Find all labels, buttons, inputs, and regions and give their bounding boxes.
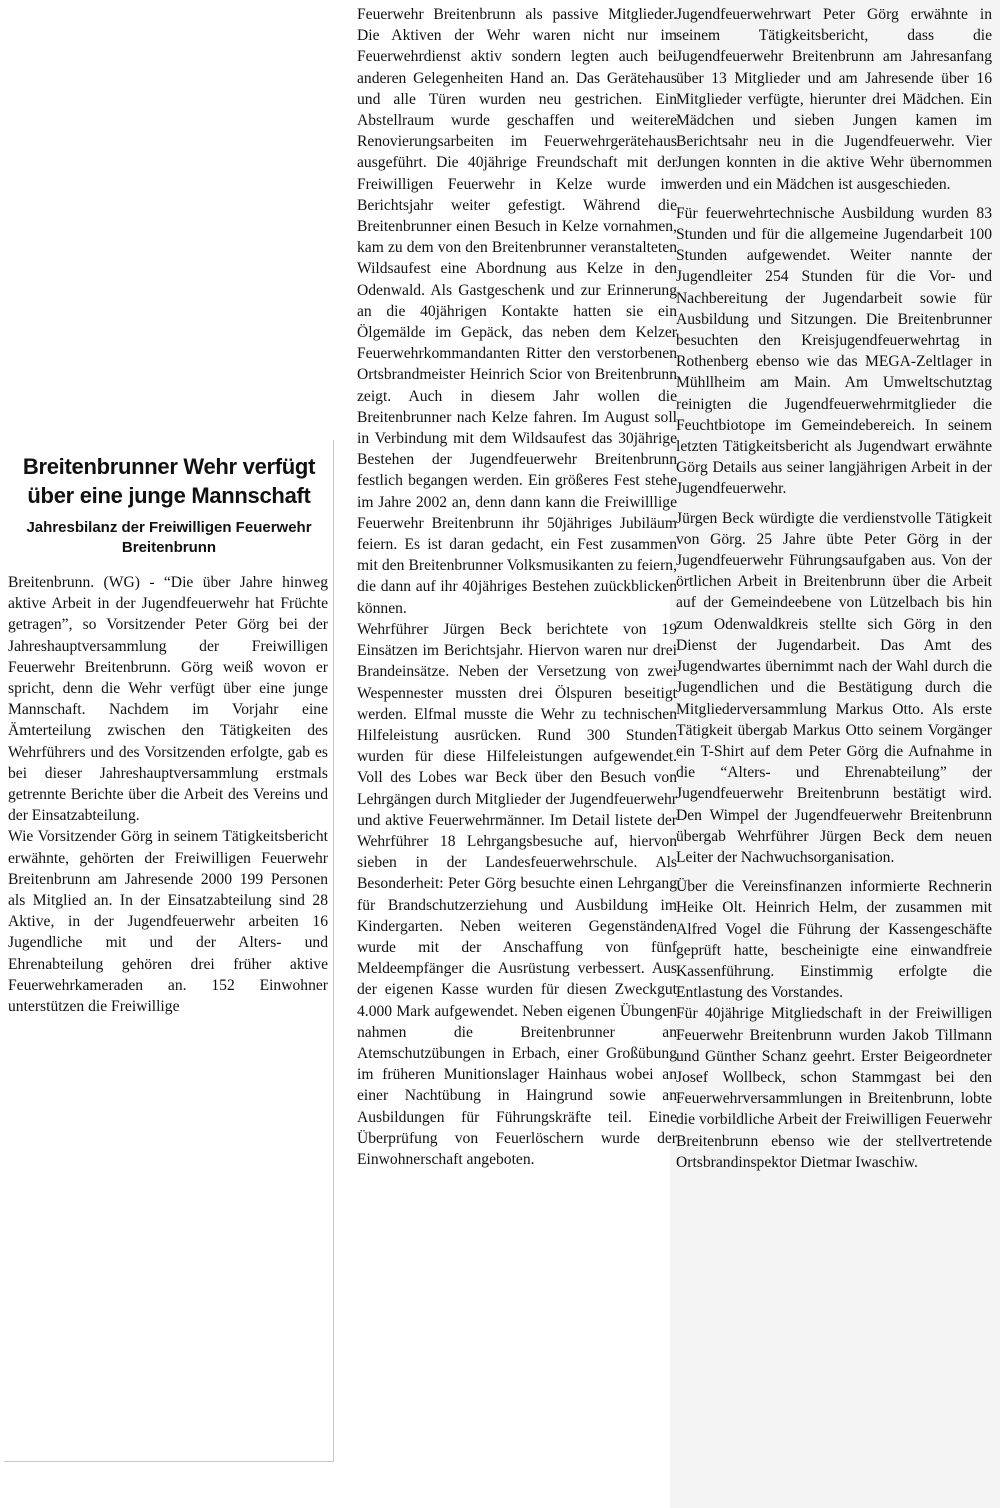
paragraph: Jürgen Beck würdigte die verdienstvolle Tätigkeit von Görg. 25 Jahre übte Peter Görg in der Jugendfeuerwehr Führungsaufgaben aus. Von der örtlichen Arbeit in Breitenbrunn über die Arbeit auf der Gemeindeebene von Lützelbach bis hin zum Odenwaldkreis stellte sich Görg in den Dienst der Jugendarbeit. Das Amt des Jugendwartes übernimmt nach der Wahl durch die Jugendlichen und die Bestätigung durch die Mitgliederversammlung Markus Otto. Als erste Tätigkeit übergab Markus Otto seinem Vorgänger ein T-Shirt auf dem Peter Görg die Aufnahme in die “Alters- und Ehrenabteilung” der Jugendfeuerwehr Breitenbrunn bestätigt wird. Den Wimpel der Jugendfeuerwehr Breitenbrunn übergab Wehrführer Jürgen Beck dem neuen Leiter der Nachwuchsorganisation. <box>676 509 992 866</box>
paragraph: Wie Vorsitzender Görg in seinem Tätigkeitsbericht erwähnte, gehörten der Freiwilligen Feuerwehr Breitenbrunn am Jahresende 2000 199 Personen als Mitglied an. In der Einsatzabteilung sind 28 Aktive, in der Jugendfeuerwehr arbeiten 16 Jugendliche mit und der Alters- und Ehrenabteilung gehören drei früher aktive Feuerwehrkameraden an. 152 Einwohner unterstützen die Freiwillige <box>8 828 328 1016</box>
text-column-3 <box>676 4 992 1173</box>
text-column-1 <box>8 572 328 1017</box>
paragraph: Wehrführer Jürgen Beck berichtete von 19 Einsätzen im Berichtsjahr. Hiervon waren nur drei Brandeinsätze. Neben der Versetzung von zwei Wespennester mussten drei Ölspuren beseitigt werden. Elfmal musste die Wehr zu technischen Hilfeleistung ausrücken. Rund 300 Stunden wurden für diese Hilfeleistungen aufgewendet. Voll des Lobes war Beck über den Besuch von Lehrgängen durch Mitglieder der Jugendfeuerwehr und aktive Feuerwehrmänner. Im Detail listete der Wehrführer 18 Lehrgangsbesuche auf, hiervon sieben in der Landesfeuerwehrschule. Als Besonderheit: Peter Görg besuchte einen Lehrgang für Brandschutzerziehung und Ausbildung im Kindergarten. Neben weiteren Gegenständen wurde mit der Anschaffung von fünf Meldeempfänger die Ausrüstung verbessert. Aus der eigenen Kasse wurden für diesen Zweckgut 4.000 Mark aufgewendet. Neben eigenen Übungen nahmen die Breitenbrunner an Atemschutzübungen in Erbach, einer Großübung im früheren Munitionslager Hainhaus wobei an einer Nachtübung in Haingrund sowie an Ausbildungen für Führungskräfte teil. Eine Überprüfung von Feuerlöschern wurde der Einwohnerschaft angeboten. <box>357 620 677 1168</box>
paragraph: Über die Vereinsfinanzen informierte Rechnerin Heike Olt. Heinrich Helm, der zusammen mit Alfred Vogel die Führung der Kassengeschäfte geprüft hatte, bescheinigte eine einwandfreie Kassenführung. Einstimmig erfolgte die Entlastung des Vorstandes. <box>676 878 992 1002</box>
article-headline: Breitenbrunner Wehr verfügt über eine junge Mannschaft <box>22 454 316 508</box>
paragraph: Breitenbrunn. (WG) - “Die über Jahre hinweg aktive Arbeit in der Jugendfeuerwehr hat Früchte getragen”, so Vorsitzender Peter Görg bei der Jahreshauptversammlung der Freiwilligen Feuerwehr Breitenbrunn. Görg weiß wovon er spricht, denn die Wehr verfügt über eine junge Mannschaft. Nachdem im Vorjahr eine Ämterteilung zwischen den Tätigkeiten des Wehrführers und des Vorsitzenden erfolgte, gab es bei dieser Jahreshauptversammlung erstmals getrennte Berichte über die Arbeit des Vereins und der Einsatzabteilung. <box>8 574 328 825</box>
text-column-2 <box>357 4 677 1170</box>
paragraph: Für feuerwehrtechnische Ausbildung wurden 83 Stunden und für die allgemeine Jugendarbeit 100 Stunden aufgewendet. Weiter nannte der Jugendleiter 254 Stunden für die Vor- und Nachbereitung der Jugendarbeit sowie für Ausbildung und Sitzungen. Die Breitenbrunner besuchten den Kreisjugendfeuerwehrtag in Rothenberg ebenso wie das MEGA-Zeltlager in Mühllheim am Main. Am Umweltschutztag reinigten die Jugendfeuerwehrmitglieder die Feuchtbiotope im Gemeindebereich. In seinem letzten Tätigkeitsbericht als Jugendwart erwähnte Görg Details aus seiner langjährigen Arbeit in der Jugendfeuerwehr. <box>676 204 992 498</box>
paragraph: Feuerwehr Breitenbrunn als passive Mitglieder. Die Aktiven der Wehr waren nicht nur im Feuerwehrdienst aktiv sondern legten auch bei anderen Gelegenheiten Hand an. Das Gerätehaus und alle Türen wurden neu gestrichen. Ein Abstellraum wurde geschaffen und weitere Renovierungsarbeiten im Feuerwehrgerätehaus ausgeführt. Die 40jährige Freundschaft mit der Freiwilligen Feuerwehr in Kelze wurde im Berichtsjahr weiter gefestigt. Während die Breitenbrunner einen Besuch in Kelze vornahmen, kam zu dem von den Breitenbrunner veranstalteten Wildsaufest eine Abordnung aus Kelze in den Odenwald. Als Gastgeschenk und zur Erinnerung an die 40jährigen Kontakte hatten sie ein Ölgemälde im Gepäck, das neben dem Kelzer Feuerwehrkommandanten Ritter den verstorbenen Ortsbrandmeister Heinrich Scior von Breitenbrunn zeigt. Auch in diesem Jahr wollen die Breitenbrunner nach Kelze fahren. Im August soll in Verbindung mit dem Wildsaufest das 30jährige Bestehen der Jugendfeuerwehr Breitenbrunn festlich begangen werden. Ein größeres Fest stehe im Jahre 2002 an, denn dann kann die Freiwilllige Feuerwehr Breitenbrunn ihr 50jähriges Jubiläum feiern. Es ist daran gedacht, ein Fest zusammen mit den Breitenbrunner Volksmusikanten zu feiern, die dann auf ihr 40jähriges Bestehen zuückblicken können. <box>357 6 677 617</box>
paragraph: Jugendfeuerwehrwart Peter Görg erwähnte in seinem Tätigkeitsbericht, dass die Jugendfeuerwehr Breitenbrunn am Jahresanfang über 13 Mitglieder und am Jahresende über 16 Mitglieder verfügte, hierunter drei Mädchen. Ein Mädchen und sieben Jungen kamen im Berichtsahr neu in die Jugendfeuerwehr. Vier Jungen konnten in die aktive Wehr übernommen werden und ein Mädchen ist ausgeschieden. <box>676 6 992 193</box>
article-subheadline: Jahresbilanz der Freiwilligen Feuerwehr Breitenbrunn <box>26 519 312 556</box>
paragraph: Für 40jährige Mitgliedschaft in der Freiwilligen Feuerwehr Breitenbrunn wurden Jakob Tillmann und Günther Schanz geehrt. Erster Beigeordneter Josef Wollbeck, schon Stammgast bei den Feuerwehrversammlungen in Breitenbrunn, lobte die vorbildliche Arbeit der Freiwilligen Feuerwehr Breitenbrunn ebenso wie der stellvertretende Ortsbrandinspektor Dietmar Iwaschiw. <box>676 1005 992 1171</box>
